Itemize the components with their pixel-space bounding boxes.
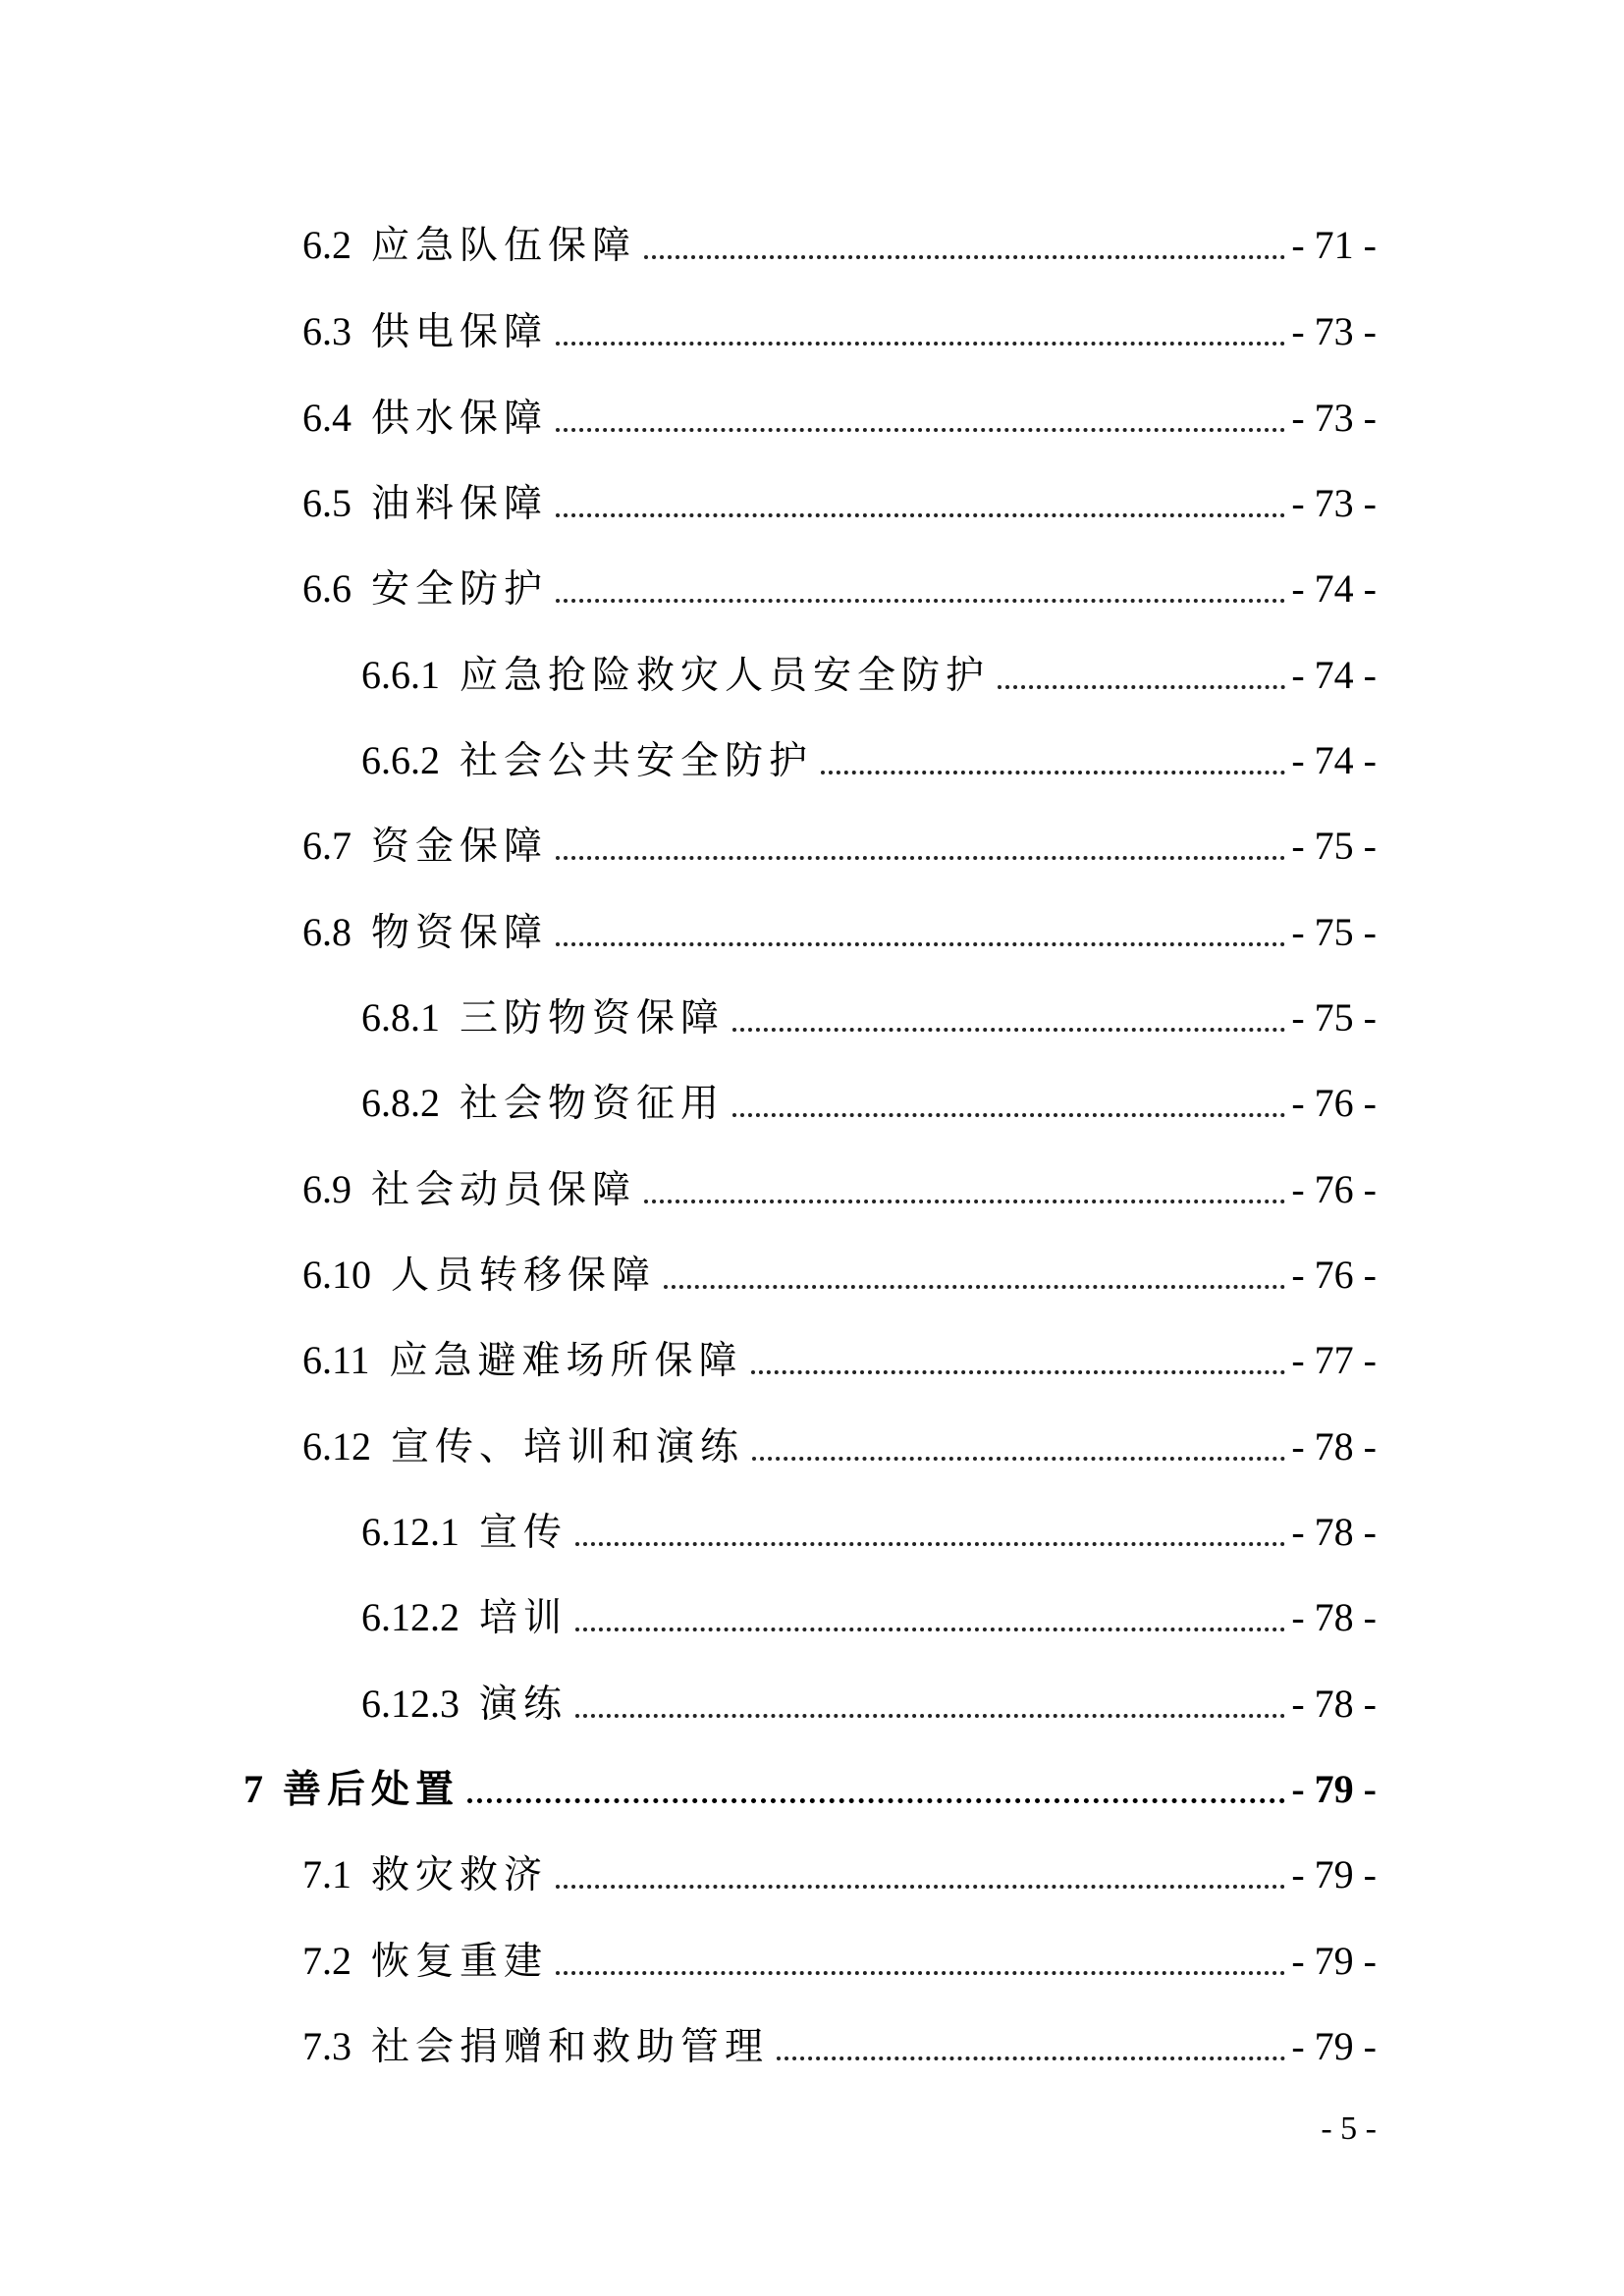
toc-entry-number: 6.10 [302,1253,371,1297]
toc-entry[interactable] [0,550,1624,612]
toc-entry-page: - 79 - [1291,2024,1377,2068]
toc-entry-title: 演练 [479,1682,568,1727]
toc-entry-number: 6.12 [302,1424,371,1468]
toc-entry[interactable] [0,1236,1624,1298]
toc-entry-number: 6.8 [302,910,352,954]
dot-leader [821,771,1285,774]
toc-entry[interactable] [0,636,1624,698]
dot-leader [732,1113,1285,1117]
toc-entry[interactable] [0,1836,1624,1895]
toc-entry-page: - 76 - [1291,1081,1377,1125]
toc-entry-page: - 73 - [1291,396,1377,440]
toc-entry-page: - 79 - [1291,1852,1377,1896]
dot-leader [467,1798,1285,1803]
toc-entry-number: 6.6.1 [361,653,440,697]
dot-leader [556,856,1285,860]
toc-entry-title: 供电保障 [371,310,549,354]
toc-entry[interactable] [0,1064,1624,1126]
toc-entry-title: 应急避难场所保障 [389,1339,743,1383]
toc-entry-page: - 74 - [1291,566,1377,611]
toc-entry-page: - 78 - [1291,1510,1377,1554]
dot-leader [732,1028,1285,1032]
toc-entry-number: 6.7 [302,824,352,868]
dot-leader [998,685,1285,689]
toc-entry-page: - 74 - [1291,738,1377,782]
toc-entry-page: - 76 - [1291,1167,1377,1211]
toc-entry-page: - 76 - [1291,1253,1377,1297]
toc-entry-page: - 75 - [1291,910,1377,954]
toc-entry-title: 人员转移保障 [391,1254,657,1298]
toc-entry-title: 恢复重建 [371,1940,549,1984]
toc-entry-page: - 73 - [1291,481,1377,525]
dot-leader [751,1370,1286,1374]
toc-entry-number: 6.8.2 [361,1081,440,1125]
toc-entry-title: 三防物资保障 [460,996,726,1041]
toc-entry-page: - 73 - [1291,309,1377,353]
toc-entry-title: 社会物资征用 [460,1082,726,1126]
toc-entry[interactable] [0,807,1624,869]
toc-entry-number: 7.1 [302,1852,352,1896]
toc-entry-number: 6.6.2 [361,738,440,782]
toc-entry-page: - 78 - [1291,1595,1377,1639]
toc-entry-title: 资金保障 [371,825,549,869]
dot-leader [556,342,1285,346]
toc-entry-number: 7.2 [302,1939,352,1983]
toc-entry[interactable] [0,2007,1624,2069]
toc-entry-page: - 78 - [1291,1682,1377,1726]
toc-entry-page: - 79 - [1291,1767,1377,1811]
toc-entry[interactable] [0,1493,1624,1555]
dot-leader [575,1628,1285,1631]
toc-entry-number: 6.5 [302,481,352,525]
toc-entry-title: 善后处置 [283,1768,460,1812]
dot-leader [664,1285,1285,1289]
toc-entry[interactable] [0,1150,1624,1212]
toc-entry-page: - 79 - [1291,1939,1377,1983]
dot-leader [575,1542,1285,1546]
dot-leader [752,1457,1285,1461]
dot-leader [575,1714,1285,1718]
toc-entry-title: 社会捐赠和救助管理 [371,2025,770,2069]
toc-entry-number: 7 [244,1767,263,1811]
toc-entry[interactable] [0,464,1624,526]
toc-entry-page: - 77 - [1291,1338,1377,1382]
toc-entry-title: 应急队伍保障 [371,224,637,268]
dot-leader [556,942,1285,946]
toc-entry-title: 救灾救济 [371,1853,549,1897]
toc-entry-number: 6.6 [302,566,352,611]
toc-entry-page: - 78 - [1291,1424,1377,1468]
toc-entry-title: 安全防护 [371,567,549,612]
toc-entry-number: 6.9 [302,1167,352,1211]
toc-entry-title: 社会动员保障 [371,1168,637,1212]
toc-entry-number: 6.12.2 [361,1595,460,1639]
toc-entry-number: 6.4 [302,396,352,440]
toc-entry-title: 宣传 [479,1511,568,1555]
toc-entry-page: - 75 - [1291,995,1377,1040]
toc-entry[interactable] [0,1665,1624,1727]
toc-entry[interactable] [0,1321,1624,1383]
toc-chapter-entry[interactable] [0,1750,1624,1812]
toc-entry-title: 社会公共安全防护 [460,739,814,783]
dot-leader [556,513,1285,517]
toc-entry[interactable] [0,721,1624,783]
toc-entry[interactable] [0,979,1624,1041]
toc-entry-title: 供水保障 [371,397,549,441]
toc-entry-number: 6.8.1 [361,995,440,1040]
dot-leader [556,1885,1285,1889]
toc-entry-number: 6.12.3 [361,1682,460,1726]
dot-leader [556,1971,1285,1975]
toc-entry-number: 6.11 [302,1338,370,1382]
toc-entry-number: 6.2 [302,223,352,267]
toc-entry-title: 应急抢险救灾人员安全防护 [460,654,991,698]
toc-entry[interactable] [0,893,1624,955]
toc-entry-page: - 75 - [1291,824,1377,868]
toc-entry-page: - 74 - [1291,653,1377,697]
toc-entry[interactable] [0,293,1624,354]
toc-entry-title: 物资保障 [371,911,549,955]
toc-entry-number: 6.3 [302,309,352,353]
page-number: - 5 - [1321,2110,1377,2147]
toc-entry[interactable] [0,206,1624,268]
dot-leader [644,1200,1285,1203]
toc-entry[interactable] [0,1922,1624,1984]
toc-entry[interactable] [0,1578,1624,1640]
toc-entry-title: 培训 [479,1596,568,1640]
toc-entry[interactable] [0,379,1624,441]
toc-entry-title: 油料保障 [371,482,549,526]
dot-leader [644,255,1285,259]
toc-entry-title: 宣传、培训和演练 [391,1425,745,1469]
dot-leader [777,2056,1285,2060]
dot-leader [556,428,1285,432]
toc-entry-page: - 71 - [1291,223,1377,267]
toc-entry[interactable] [0,1408,1624,1467]
toc-entry-number: 6.12.1 [361,1510,460,1554]
toc-entry-number: 7.3 [302,2024,352,2068]
dot-leader [556,599,1285,603]
